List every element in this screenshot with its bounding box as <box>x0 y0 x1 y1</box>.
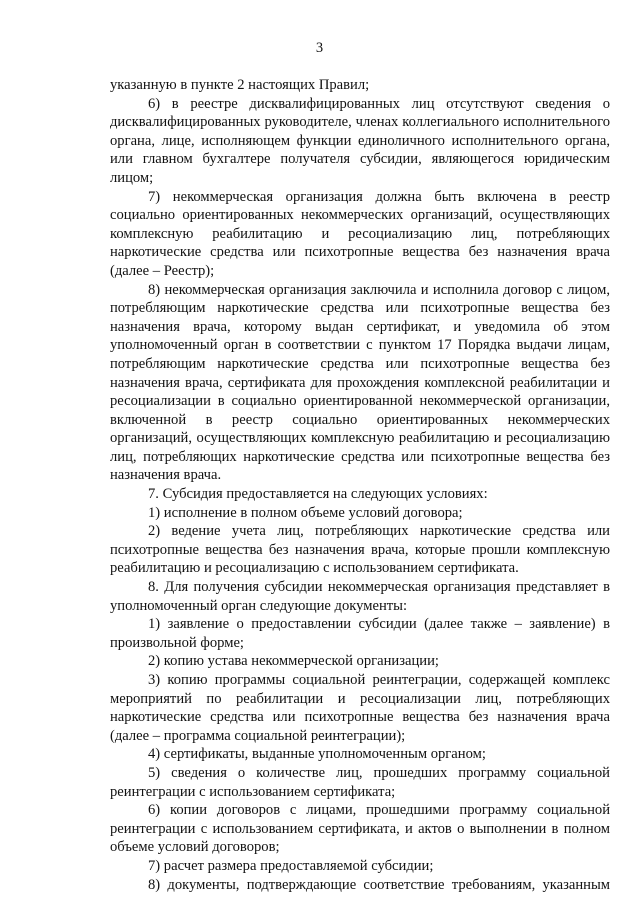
paragraph-section-8-item-5: 5) сведения о количестве лиц, прошедших программу социальной реинтеграции с использованием сертификата; <box>110 764 610 800</box>
paragraph-section-8-item-2: 2) копию устава некоммерческой организации; <box>148 653 439 670</box>
paragraph-continuation: указанную в пункте 2 настоящих Правил; <box>110 77 370 93</box>
paragraph-section-7-item-1: 1) исполнение в полном объеме условий договора; <box>148 504 463 521</box>
paragraph-section-8-item-3: 3) копию программы социальной реинтеграции, содержащей комплекс мероприятий по реабилитации и ресоциализации лиц, потребляющих наркотические средства или психотропные вещества без назначения врача (далее – программа социальной реинтеграции); <box>110 672 610 744</box>
paragraph-section-7: 7. Субсидия предоставляется на следующих условиях: <box>148 486 488 503</box>
paragraph-item-7: 7) некоммерческая организация должна быть включена в реестр социально ориентированных некоммерческих организаций, осуществляющих комплексную реабилитацию и ресоциализацию лиц, потребляющих наркотические средства или психотропные вещества без назначения врача (далее – Реестр); <box>110 188 610 279</box>
paragraph-section-7-item-2: 2) ведение учета лиц, потребляющих наркотические средства или психотропные вещества без назначения врача, которые прошли комплексную реабилитацию и ресоциализацию с использованием сертификата. <box>110 523 610 577</box>
paragraph-section-8-item-8: 8) документы, подтверждающие соответствие требованиям, указанным <box>148 876 610 893</box>
page-number: 3 <box>315 40 324 56</box>
document-body <box>110 76 610 894</box>
paragraph-section-8-item-6: 6) копии договоров с лицами, прошедшими программу социальной реинтеграции с использованием сертификата, и актов о выполнении в полном объеме условий договоров; <box>110 802 610 856</box>
paragraph-item-6: 6) в реестре дисквалифицированных лиц отсутствуют сведения о дисквалифицированных руководителе, членах коллегиального исполнительного органа, лице, исполняющем функции единоличного исполнительного органа, или главном бухгалтере получателя субсидии, являющегося юридическим лицом; <box>110 95 610 186</box>
paragraph-section-8-item-1: 1) заявление о предоставлении субсидии (далее также – заявление) в произвольной форме; <box>110 616 610 651</box>
paragraph-section-8-item-7: 7) расчет размера предоставляемой субсидии; <box>148 857 434 874</box>
paragraph-section-8: 8. Для получения субсидии некоммерческая организация представляет в уполномоченный орган следующие документы: <box>110 579 610 614</box>
paragraph-section-8-item-4: 4) сертификаты, выданные уполномоченным органом; <box>148 746 486 763</box>
paragraph-item-8: 8) некоммерческая организация заключила и исполнила договор с лицом, потребляющим наркотические средства или психотропные вещества без назначения врача, которому выдан сертификат, и уведомила об этом уполномоченный орган в соответствии с пунктом 17 Порядка выдачи лицам, потребляющим наркотические средства или психотропные вещества без назначения врача, сертификата для прохождения комплексной реабилитации и ресоциализации в социально ориентированной некоммерческой организации, включенной в реестр социально ориентированных некоммерческих организаций, осуществляющих комплексную реабилитацию и ресоциализацию лиц, потребляющих наркотические средства или психотропные вещества без назначения врача. <box>110 281 610 484</box>
